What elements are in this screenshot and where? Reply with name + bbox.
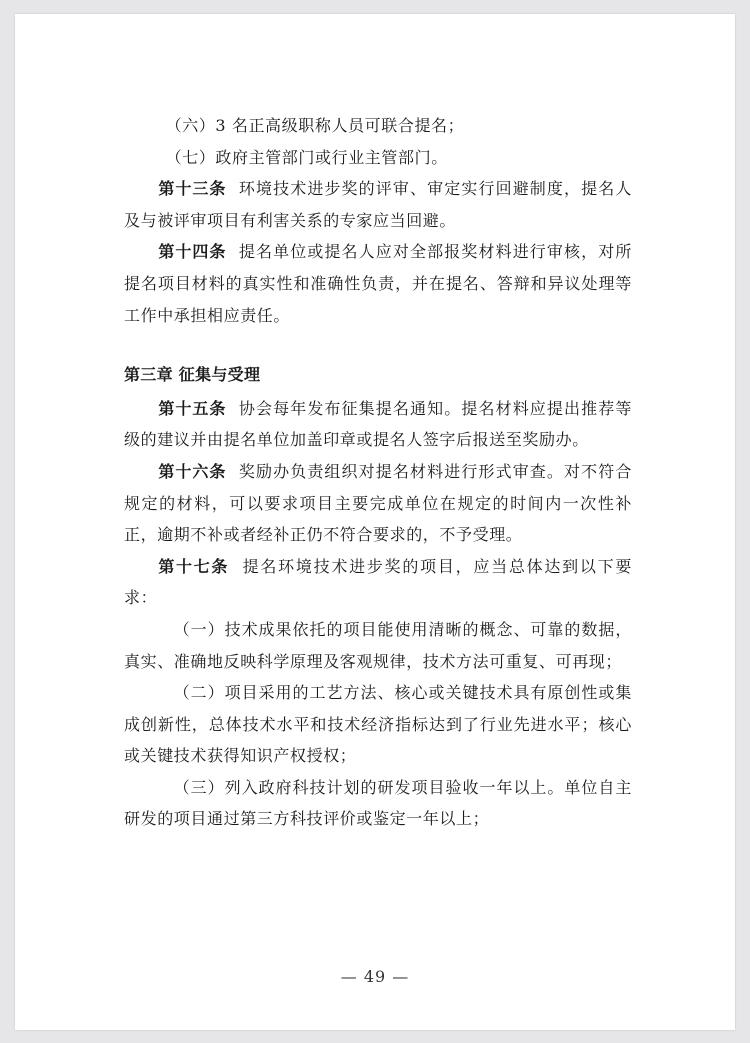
list-item: （二）项目采用的工艺方法、核心或关键技术具有原创性或集成创新性，总体技术水平和技术经济指标达到了行业先进水平；核心或关键技术获得知识产权授权； [124,683,632,766]
article-paragraph: 第十五条 协会每年发布征集提名通知。提名材料应提出推荐等级的建议并由提名单位加盖印章或提名人签字后报送至奖励办。 [124,398,632,450]
article-number: 第十七条 [158,556,229,576]
chapter-heading: 第三章 征集与受理 [124,365,261,385]
article-number: 第十四条 [158,242,227,262]
list-item: （六）3 名正高级职称人员可联合提名； [165,116,465,135]
document-page [15,14,735,1030]
list-item: （三）列入政府科技计划的研发项目验收一年以上。单位自主研发的项目通过第三方科技评价或鉴定一年以上； [124,777,632,829]
article-paragraph: 第十四条 提名单位或提名人应对全部报奖材料进行审核，对所提名项目材料的真实性和准确性负责，并在提名、答辩和异议处理等工作中承担相应责任。 [124,242,632,325]
article-paragraph: 第十三条 环境技术进步奖的评审、审定实行回避制度，提名人及与被评审项目有利害关系的专家应当回避。 [124,179,632,230]
article-paragraph: 第十六条 奖励办负责组织对提名材料进行形式审查。对不符合规定的材料，可以要求项目主要完成单位在规定的时间内一次性补正，逾期不补或者经补正仍不符合要求的，不予受理。 [124,461,632,545]
page-body [124,110,632,835]
list-item: （七）政府主管部门或行业主管部门。 [165,147,448,167]
article-number: 第十三条 [158,179,227,199]
list-item: （一）技术成果依托的项目能使用清晰的概念、可靠的数据，真实、准确地反映科学原理及客观规律，技术方法可重复、可再现； [124,619,632,671]
page-number: — 49 — [340,967,410,986]
article-paragraph: 第十七条 提名环境技术进步奖的项目，应当总体达到以下要求： [124,556,632,608]
article-number: 第十五条 [158,398,227,418]
article-number: 第十六条 [158,461,227,481]
